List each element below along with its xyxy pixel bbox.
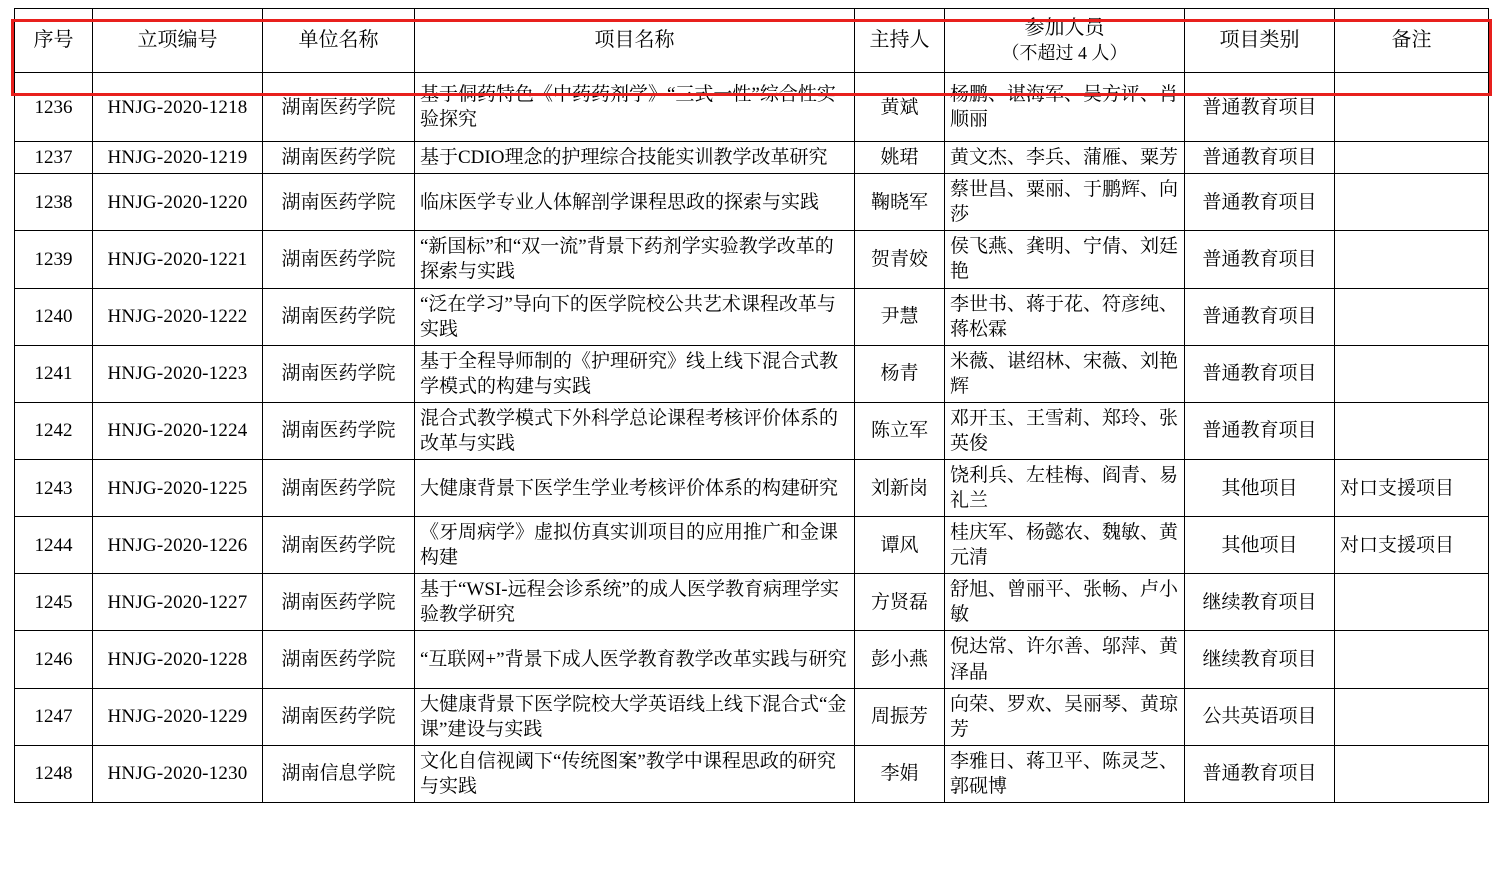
cell-host: 黄斌 xyxy=(855,73,945,142)
cell-code: HNJG-2020-1226 xyxy=(93,517,263,574)
table-row xyxy=(15,73,1489,142)
table-row xyxy=(15,517,1489,574)
cell-members: 李世书、蒋于花、符彦纯、蒋松霖 xyxy=(945,288,1185,345)
cell-members: 桂庆军、杨懿农、魏敏、黄元清 xyxy=(945,517,1185,574)
cell-code: HNJG-2020-1223 xyxy=(93,345,263,402)
cell-note xyxy=(1335,142,1489,174)
cell-note: 对口支援项目 xyxy=(1335,460,1489,517)
cell-title: 《牙周病学》虚拟仿真实训项目的应用推广和金课构建 xyxy=(415,517,855,574)
cell-type: 继续教育项目 xyxy=(1185,631,1335,688)
cell-host: 贺青姣 xyxy=(855,231,945,288)
cell-type: 普通教育项目 xyxy=(1185,288,1335,345)
cell-unit: 湖南医药学院 xyxy=(263,288,415,345)
cell-note xyxy=(1335,688,1489,745)
cell-note xyxy=(1335,174,1489,231)
table-row xyxy=(15,688,1489,745)
cell-title: 临床医学专业人体解剖学课程思政的探索与实践 xyxy=(415,174,855,231)
cell-title: “泛在学习”导向下的医学院校公共艺术课程改革与实践 xyxy=(415,288,855,345)
cell-members: 黄文杰、李兵、蒲雁、粟芳 xyxy=(945,142,1185,174)
cell-unit: 湖南医药学院 xyxy=(263,231,415,288)
column-header-host: 主持人 xyxy=(855,9,945,73)
cell-seq: 1238 xyxy=(15,174,93,231)
table-row xyxy=(15,631,1489,688)
column-header-members-line1: 参加人员 xyxy=(1024,17,1105,39)
cell-code: HNJG-2020-1229 xyxy=(93,688,263,745)
cell-host: 方贤磊 xyxy=(855,574,945,631)
cell-code: HNJG-2020-1228 xyxy=(93,631,263,688)
cell-type: 普通教育项目 xyxy=(1185,231,1335,288)
table-row xyxy=(15,460,1489,517)
cell-code: HNJG-2020-1221 xyxy=(93,231,263,288)
cell-seq: 1243 xyxy=(15,460,93,517)
cell-members: 饶利兵、左桂梅、阎青、易礼兰 xyxy=(945,460,1185,517)
cell-code: HNJG-2020-1220 xyxy=(93,174,263,231)
cell-note: 对口支援项目 xyxy=(1335,517,1489,574)
cell-unit: 湖南医药学院 xyxy=(263,174,415,231)
cell-seq: 1247 xyxy=(15,688,93,745)
cell-code: HNJG-2020-1218 xyxy=(93,73,263,142)
cell-type: 普通教育项目 xyxy=(1185,174,1335,231)
cell-seq: 1244 xyxy=(15,517,93,574)
cell-type: 普通教育项目 xyxy=(1185,745,1335,802)
cell-seq: 1248 xyxy=(15,745,93,802)
cell-host: 谭风 xyxy=(855,517,945,574)
cell-unit: 湖南医药学院 xyxy=(263,73,415,142)
cell-type: 普通教育项目 xyxy=(1185,345,1335,402)
cell-unit: 湖南医药学院 xyxy=(263,631,415,688)
table-header xyxy=(15,9,1489,73)
cell-type: 普通教育项目 xyxy=(1185,73,1335,142)
cell-host: 李娟 xyxy=(855,745,945,802)
cell-code: HNJG-2020-1230 xyxy=(93,745,263,802)
cell-title: 基于“WSI-远程会诊系统”的成人医学教育病理学实验教学研究 xyxy=(415,574,855,631)
cell-note xyxy=(1335,73,1489,142)
cell-members: 蔡世昌、粟丽、于鹏辉、向莎 xyxy=(945,174,1185,231)
table-row xyxy=(15,574,1489,631)
cell-title: “新国标”和“双一流”背景下药剂学实验教学改革的探索与实践 xyxy=(415,231,855,288)
cell-code: HNJG-2020-1224 xyxy=(93,402,263,459)
cell-members: 向荣、罗欢、吴丽琴、黄琼芳 xyxy=(945,688,1185,745)
table-row xyxy=(15,174,1489,231)
table-row xyxy=(15,345,1489,402)
cell-host: 姚珺 xyxy=(855,142,945,174)
cell-type: 其他项目 xyxy=(1185,517,1335,574)
cell-unit: 湖南医药学院 xyxy=(263,460,415,517)
table-row xyxy=(15,745,1489,802)
cell-host: 陈立军 xyxy=(855,402,945,459)
cell-seq: 1246 xyxy=(15,631,93,688)
cell-title: 大健康背景下医学院校大学英语线上线下混合式“金课”建设与实践 xyxy=(415,688,855,745)
cell-host: 周振芳 xyxy=(855,688,945,745)
cell-unit: 湖南医药学院 xyxy=(263,402,415,459)
cell-unit: 湖南医药学院 xyxy=(263,688,415,745)
cell-type: 公共英语项目 xyxy=(1185,688,1335,745)
cell-title: 文化自信视阈下“传统图案”教学中课程思政的研究与实践 xyxy=(415,745,855,802)
cell-title: “互联网+”背景下成人医学教育教学改革实践与研究 xyxy=(415,631,855,688)
cell-members: 米薇、谌绍林、宋薇、刘艳辉 xyxy=(945,345,1185,402)
cell-host: 彭小燕 xyxy=(855,631,945,688)
cell-members: 杨鹏、谌海军、吴方评、肖顺丽 xyxy=(945,73,1185,142)
column-header-code: 立项编号 xyxy=(93,9,263,73)
cell-title: 基于全程导师制的《护理研究》线上线下混合式教学模式的构建与实践 xyxy=(415,345,855,402)
cell-seq: 1241 xyxy=(15,345,93,402)
cell-host: 鞠晓军 xyxy=(855,174,945,231)
cell-unit: 湖南医药学院 xyxy=(263,345,415,402)
project-list-table xyxy=(14,8,1489,803)
cell-seq: 1242 xyxy=(15,402,93,459)
table-header-row xyxy=(15,9,1489,73)
cell-title: 基于CDIO理念的护理综合技能实训教学改革研究 xyxy=(415,142,855,174)
cell-code: HNJG-2020-1219 xyxy=(93,142,263,174)
cell-note xyxy=(1335,231,1489,288)
cell-note xyxy=(1335,745,1489,802)
cell-type: 普通教育项目 xyxy=(1185,402,1335,459)
cell-seq: 1236 xyxy=(15,73,93,142)
table-row xyxy=(15,402,1489,459)
cell-note xyxy=(1335,574,1489,631)
cell-note xyxy=(1335,402,1489,459)
cell-members: 侯飞燕、龚明、宁倩、刘廷艳 xyxy=(945,231,1185,288)
column-header-members xyxy=(945,9,1185,73)
cell-code: HNJG-2020-1225 xyxy=(93,460,263,517)
column-header-seq: 序号 xyxy=(15,9,93,73)
cell-host: 尹慧 xyxy=(855,288,945,345)
cell-host: 刘新岗 xyxy=(855,460,945,517)
cell-unit: 湖南医药学院 xyxy=(263,517,415,574)
cell-code: HNJG-2020-1222 xyxy=(93,288,263,345)
table-row xyxy=(15,231,1489,288)
cell-host: 杨青 xyxy=(855,345,945,402)
table-row xyxy=(15,142,1489,174)
cell-members: 邓开玉、王雪莉、郑玲、张英俊 xyxy=(945,402,1185,459)
cell-seq: 1245 xyxy=(15,574,93,631)
cell-type: 继续教育项目 xyxy=(1185,574,1335,631)
cell-note xyxy=(1335,631,1489,688)
cell-seq: 1237 xyxy=(15,142,93,174)
cell-type: 其他项目 xyxy=(1185,460,1335,517)
cell-note xyxy=(1335,288,1489,345)
cell-title: 基于侗药特色《中药药剂学》“三式一性”综合性实验探究 xyxy=(415,73,855,142)
cell-type: 普通教育项目 xyxy=(1185,142,1335,174)
cell-code: HNJG-2020-1227 xyxy=(93,574,263,631)
cell-unit: 湖南信息学院 xyxy=(263,745,415,802)
column-header-type: 项目类别 xyxy=(1185,9,1335,73)
cell-members: 舒旭、曾丽平、张畅、卢小敏 xyxy=(945,574,1185,631)
cell-title: 混合式教学模式下外科学总论课程考核评价体系的改革与实践 xyxy=(415,402,855,459)
cell-members: 李雅日、蒋卫平、陈灵芝、郭砚博 xyxy=(945,745,1185,802)
column-header-title: 项目名称 xyxy=(415,9,855,73)
table-body xyxy=(15,73,1489,803)
cell-seq: 1240 xyxy=(15,288,93,345)
cell-seq: 1239 xyxy=(15,231,93,288)
column-header-note: 备注 xyxy=(1335,9,1489,73)
column-header-unit: 单位名称 xyxy=(263,9,415,73)
cell-unit: 湖南医药学院 xyxy=(263,142,415,174)
cell-members: 倪达常、许尔善、邬萍、黄泽晶 xyxy=(945,631,1185,688)
cell-unit: 湖南医药学院 xyxy=(263,574,415,631)
table-row xyxy=(15,288,1489,345)
column-header-members-line2: （不超过 4 人） xyxy=(1001,43,1128,64)
cell-title: 大健康背景下医学生学业考核评价体系的构建研究 xyxy=(415,460,855,517)
cell-note xyxy=(1335,345,1489,402)
